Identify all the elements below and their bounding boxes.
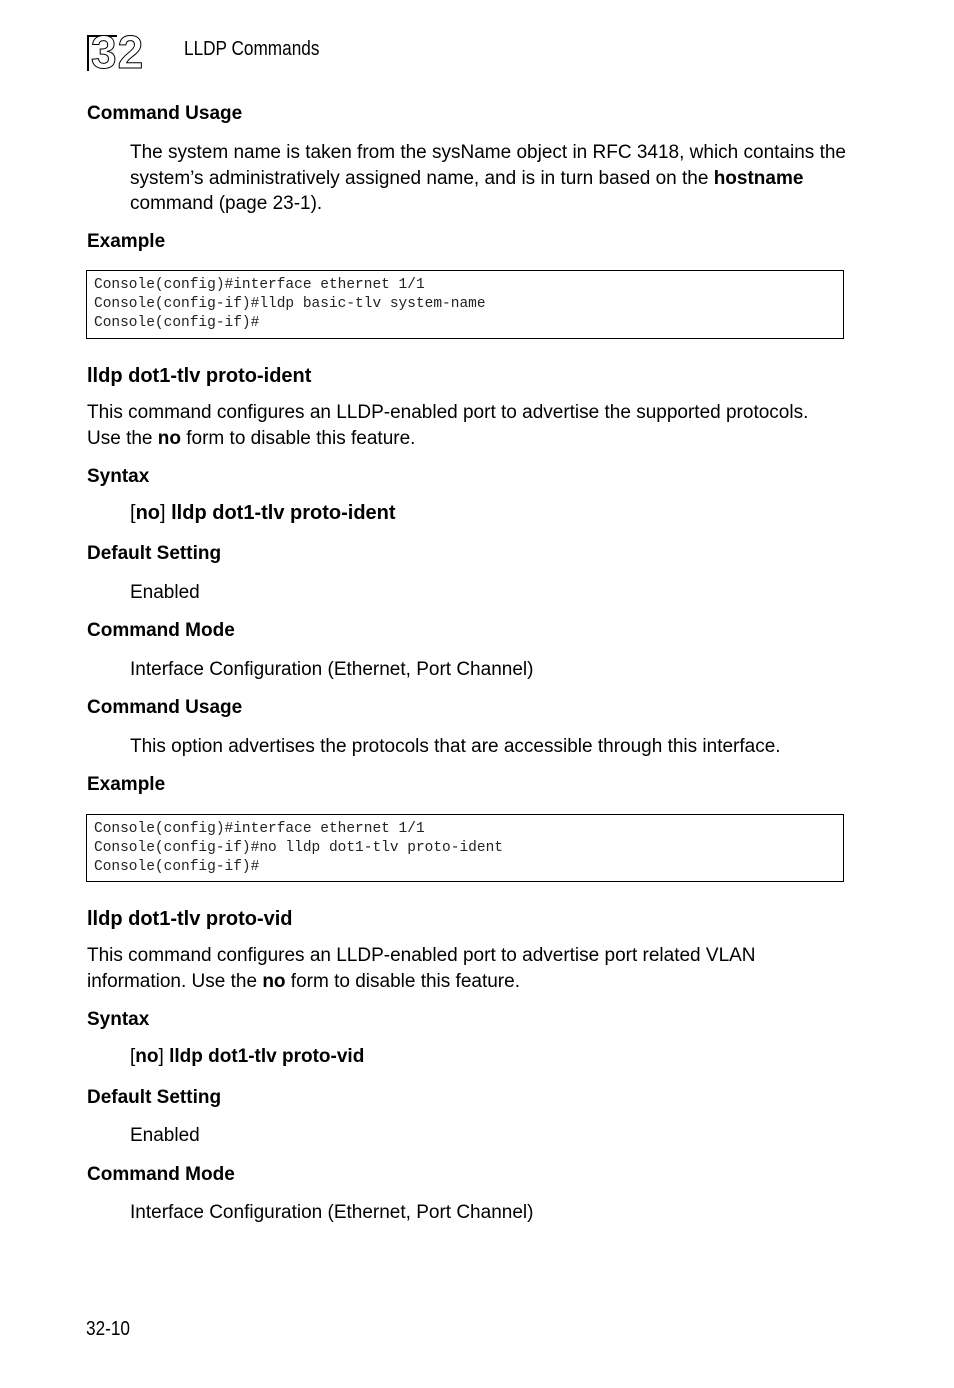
usage-heading: Command Usage: [87, 103, 243, 124]
default-value: Enabled: [130, 582, 200, 603]
no-keyword: no: [157, 427, 181, 449]
syntax-heading: Syntax: [87, 466, 150, 487]
mode-value: Interface Configuration (Ethernet, Port Channel): [130, 1202, 534, 1223]
code-line: Console(config-if)#no lldp dot1-tlv proto-ident: [94, 840, 503, 856]
hostname-keyword: hostname: [713, 167, 804, 189]
code-line: Console(config-if)#: [94, 315, 260, 331]
page-number: 32-10: [86, 1318, 130, 1340]
command-description: This command configures an LLDP-enabled port to advertise the supported protocols. Use the no form to disable this feature.: [87, 402, 809, 449]
usage-text: The system name is taken from the sysName object in RFC 3418, which contains the system’s administratively assigned name, and is in turn based on the hostname command (page 23-1).: [130, 142, 846, 214]
mode-value: Interface Configuration (Ethernet, Port Channel): [130, 659, 534, 680]
default-heading: Default Setting: [87, 1087, 222, 1108]
default-heading: Default Setting: [87, 543, 222, 564]
chapter-title: LLDP Commands: [184, 38, 320, 60]
no-keyword: no: [262, 970, 286, 992]
code-example: [86, 270, 844, 339]
command-title: lldp dot1-tlv proto-ident: [87, 365, 312, 387]
usage-text: This option advertises the protocols that are accessible through this interface.: [130, 736, 781, 757]
code-example: [86, 814, 844, 882]
syntax-heading: Syntax: [87, 1009, 150, 1030]
code-line: Console(config)#interface ethernet 1/1: [94, 277, 425, 293]
default-value: Enabled: [130, 1125, 200, 1146]
chapter-number: 32: [91, 26, 145, 78]
code-line: Console(config-if)#: [94, 859, 260, 875]
example-heading: Example: [87, 231, 166, 252]
mode-heading: Command Mode: [87, 1164, 235, 1185]
example-heading: Example: [87, 774, 166, 795]
syntax-line: [no] lldp dot1-tlv proto-vid: [130, 1046, 365, 1067]
syntax-line: [no] lldp dot1-tlv proto-ident: [130, 502, 396, 524]
command-title: lldp dot1-tlv proto-vid: [87, 908, 293, 930]
mode-heading: Command Mode: [87, 620, 235, 641]
code-line: Console(config)#interface ethernet 1/1: [94, 821, 425, 837]
command-description: This command configures an LLDP-enabled port to advertise port related VLAN information. Use the no form to disable this feature.: [87, 945, 756, 992]
code-line: Console(config-if)#lldp basic-tlv system-name: [94, 296, 486, 312]
usage-heading: Command Usage: [87, 697, 243, 718]
